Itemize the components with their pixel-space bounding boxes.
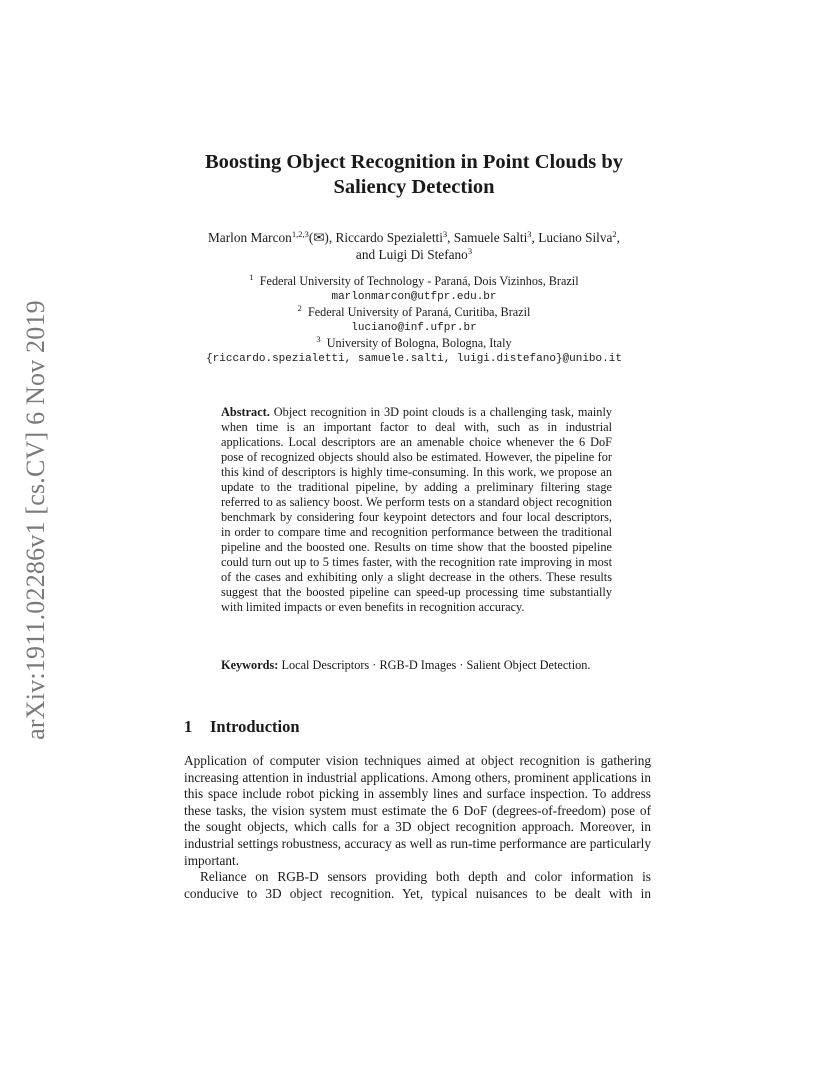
abstract-label: Abstract. <box>221 405 270 419</box>
affiliation-name: Federal University of Paraná, Curitiba, Brazil <box>307 305 531 320</box>
author-affiliation-mark: 3 <box>527 229 532 239</box>
affiliation-name: Federal University of Technology - Paraná, Dois Vizinhos, Brazil <box>259 274 579 288</box>
abstract-text: Object recognition in 3D point clouds is a challenging task, mainly when time is an important factor to deal with, such as in industrial applications. Local descriptors are an amenable choice whenever the 6 DoF pose of recognized objects should also be estimated. However, the pipeline for this kind of descriptors is highly time-consuming. In this work, we propose an update to the traditional pipeline, by adding a preliminary filtering stage referred to as saliency boost. We perform tests on a standard object recognition benchmark by considering four keypoint detectors and four local descriptors, in order to compare time and recognition performance between the traditional pipeline and the boosted one. Results on time show that the boosted pipeline could turn out up to 5 times faster, with the recognition rate improving in most of the cases and exhibiting only a slight decrease in the others. These results suggest that the boosted pipeline can speed-up processing time substantially with limited impacts or even benefits in recognition accuracy. <box>221 405 613 614</box>
author-name: , Luciano Silva <box>531 230 613 245</box>
affiliation-mark: 2 <box>297 303 302 314</box>
author-affiliation-mark: 3 <box>442 229 448 239</box>
arxiv-identifier-watermark <box>16 285 56 755</box>
author-name: and Luigi Di Stefano <box>355 246 468 262</box>
corresponding-author-envelope-icon: (✉) <box>308 230 329 245</box>
affiliation-mark: 3 <box>316 334 321 345</box>
keywords <box>221 658 612 673</box>
title-line-1: Boosting Object Recognition in Point Clouds by <box>204 151 624 173</box>
author-name: , Samuele Salti <box>447 230 528 245</box>
author-affiliation-mark: 1,2,3 <box>291 229 309 239</box>
affiliation-email[interactable]: {riccardo.spezialetti, samuele.salti, luigi.distefano}@unibo.it <box>206 352 622 365</box>
paragraph: Reliance on RGB-D sensors providing both depth and color information is conducive to 3D object recognition. Yet, typical nuisances to be dealt with in <box>184 869 651 901</box>
author-name: Marlon Marcon <box>207 230 292 245</box>
affiliation-email[interactable]: luciano@inf.ufpr.br <box>351 321 477 334</box>
title-line-2: Saliency Detection <box>333 176 495 198</box>
author-affiliation-mark: 3 <box>467 245 473 256</box>
section-heading <box>184 717 300 737</box>
author-separator: , <box>616 230 620 245</box>
paper-title <box>140 150 688 200</box>
section-title: Introduction <box>210 717 300 736</box>
keywords-label: Keywords: <box>221 658 279 672</box>
arxiv-identifier: arXiv:1911.02286v1 [cs.CV] 6 Nov 2019 <box>21 300 50 740</box>
section-number: 1 <box>184 717 193 736</box>
paragraph: Application of computer vision techniques aimed at object recognition is gathering increasing attention in industrial applications. Among others, prominent applications in this space include robot picking in assembly lines and surface inspection. To address these tasks, the vision system must estimate the 6 DoF (degrees-of-freedom) pose of the sought objects, which calls for a 3D object recognition approach. Moreover, in industrial settings robustness, accuracy as well as run-time performance are particularly important. <box>184 753 651 868</box>
keywords-text: Local Descriptors · RGB-D Images · Salient Object Detection. <box>281 658 591 672</box>
author-list <box>140 230 688 263</box>
author-affiliation-mark: 2 <box>612 229 617 239</box>
body-text <box>184 753 651 902</box>
affiliation-list <box>140 274 688 368</box>
author-name: , Riccardo Spezialetti <box>328 230 443 245</box>
affiliation-mark: 1 <box>249 272 254 282</box>
affiliation-name: University of Bologna, Bologna, Italy <box>326 336 512 351</box>
affiliation-email[interactable]: marlonmarcon@utfpr.edu.br <box>331 290 497 303</box>
abstract <box>221 405 612 615</box>
